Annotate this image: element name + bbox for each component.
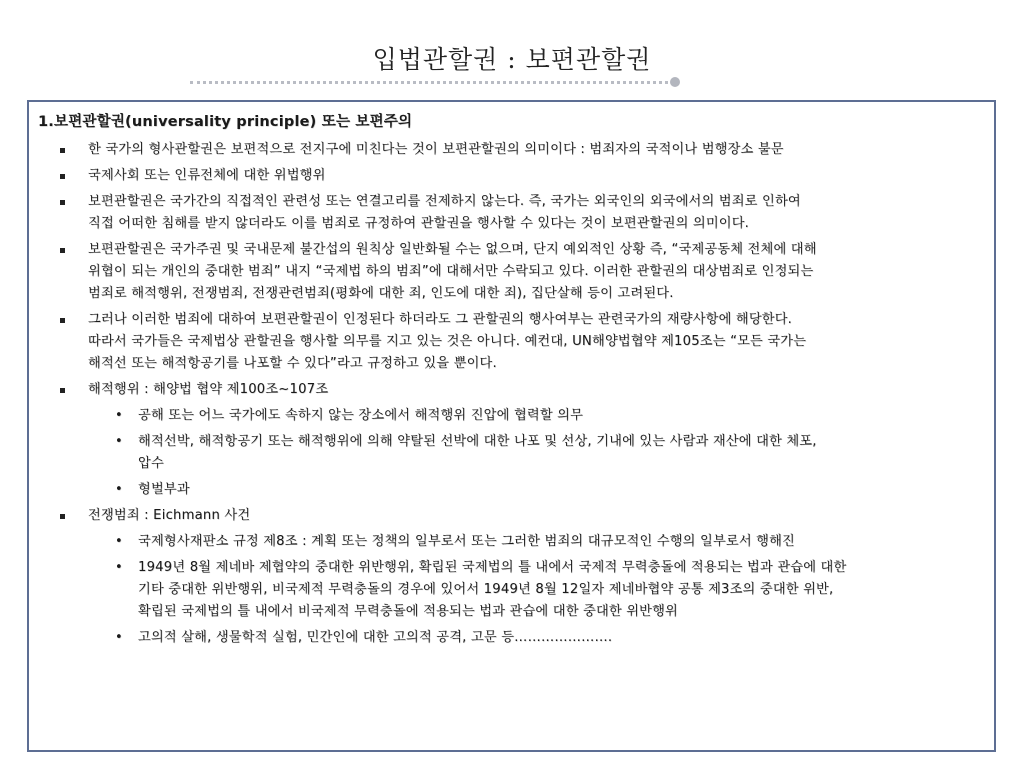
- section-heading: 1.보편관할권(universality principle) 또는 보편주의: [38, 114, 413, 130]
- bullet-item: [34, 239, 992, 305]
- slide-title: 입법관할권 : 보편관할권: [372, 45, 652, 74]
- sub-bullet-item: [34, 405, 992, 427]
- bullet-text-line: 범죄로 해적행위, 전쟁범죄, 전쟁관련범죄(평화에 대한 죄, 인도에 대한 죄), 집단살해 등이 고려된다.: [88, 286, 674, 301]
- bullet-text-line: 확립된 국제법의 틀 내에서 비국제적 무력충돌에 적용되는 법과 관습에 대한 중대한 위반행위: [138, 604, 678, 619]
- square-bullet-icon: [60, 174, 65, 179]
- bullet-text-line: 해적행위 : 해양법 협약 제100조~107조: [88, 382, 329, 397]
- bullet-text-line: 전쟁범죄 : Eichmann 사건: [88, 508, 251, 523]
- sub-bullet-item: [34, 431, 992, 475]
- bullet-text-line: 해적선박, 해적항공기 또는 해적행위에 의해 약탈된 선박에 대한 나포 및 선상, 기내에 있는 사람과 재산에 대한 체포,: [138, 434, 817, 449]
- bullet-text-line: 보편관할권은 국가간의 직접적인 관련성 또는 연결고리를 전제하지 않는다. 즉, 국가는 외국인의 외국에서의 범죄로 인하여: [88, 194, 801, 209]
- dot-bullet-icon: •: [115, 408, 123, 423]
- bullet-text-line: 보편관할권은 국가주권 및 국내문제 불간섭의 원칙상 일반화될 수는 없으며, 단지 예외적인 상황 즉, “국제공동체 전체에 대해: [88, 242, 817, 257]
- bullet-text-line: 국제사회 또는 인류전체에 대한 위법행위: [88, 168, 326, 183]
- bullet-item: [34, 165, 992, 187]
- bullet-text-line: 한 국가의 형사관할권은 보편적으로 전지구에 미친다는 것이 보편관할권의 의미이다 : 범죄자의 국적이나 범행장소 불문: [88, 142, 784, 157]
- bullet-item: [34, 379, 992, 401]
- dot-bullet-icon: •: [115, 630, 123, 645]
- bullet-text-line: 따라서 국가들은 국제법상 관할권을 행사할 의무를 지고 있는 것은 아니다. 예컨대, UN해양법협약 제105조는 “모든 국가는: [88, 334, 807, 349]
- sub-bullet-item: [34, 479, 992, 501]
- bullet-text-line: 형벌부과: [138, 482, 190, 497]
- title-dotted-rule: [190, 81, 674, 84]
- bullet-text-line: 기타 중대한 위반행위, 비국제적 무력충돌의 경우에 있어서 1949년 8월 12일자 제네바협약 공통 제3조의 중대한 위반,: [138, 582, 834, 597]
- dot-bullet-icon: •: [115, 482, 123, 497]
- sub-bullet-item: [34, 627, 992, 649]
- sub-bullet-item: [34, 531, 992, 553]
- bullet-text-line: 그러나 이러한 범죄에 대하여 보편관할권이 인정된다 하더라도 그 관할권의 행사여부는 관련국가의 재량사항에 해당한다.: [88, 312, 793, 327]
- dot-bullet-icon: •: [115, 560, 123, 575]
- title-rule-end-dot: [670, 77, 680, 87]
- bullet-text-line: 공해 또는 어느 국가에도 속하지 않는 장소에서 해적행위 진압에 협력할 의무: [138, 408, 584, 423]
- bullet-text-line: 압수: [138, 456, 164, 471]
- dot-bullet-icon: •: [115, 534, 123, 549]
- bullet-text-line: 위협이 되는 개인의 중대한 범죄” 내지 “국제법 하의 범죄”에 대해서만 수락되고 있다. 이러한 관할권의 대상범죄로 인정되는: [88, 264, 814, 279]
- bullet-text-line: 1949년 8월 제네바 제협약의 중대한 위반행위, 확립된 국제법의 틀 내에서 국제적 무력충돌에 적용되는 법과 관습에 대한: [138, 560, 847, 575]
- square-bullet-icon: [60, 318, 65, 323]
- sub-bullet-item: [34, 557, 992, 623]
- square-bullet-icon: [60, 148, 65, 153]
- bullet-text-line: 고의적 살해, 생물학적 실험, 민간인에 대한 고의적 공격, 고문 등………………….: [138, 630, 613, 645]
- bullet-text-line: 직접 어떠한 침해를 받지 않더라도 이를 범죄로 규정하여 관할권을 행사할 수 있다는 것이 보편관할권의 의미이다.: [88, 216, 750, 231]
- bullet-item: [34, 309, 992, 375]
- bullet-item: [34, 505, 992, 527]
- content-body: [34, 111, 992, 653]
- bullet-item: [34, 191, 992, 235]
- bullet-item: [34, 139, 992, 161]
- dot-bullet-icon: •: [115, 434, 123, 449]
- bullet-text-line: 국제형사재판소 규정 제8조 : 계획 또는 정책의 일부로서 또는 그러한 범죄의 대규모적인 수행의 일부로서 행해진: [138, 534, 795, 549]
- square-bullet-icon: [60, 514, 65, 519]
- square-bullet-icon: [60, 388, 65, 393]
- square-bullet-icon: [60, 200, 65, 205]
- square-bullet-icon: [60, 248, 65, 253]
- bullet-text-line: 해적선 또는 해적항공기를 나포할 수 있다”라고 규정하고 있을 뿐이다.: [88, 356, 497, 371]
- bullet-list: [34, 139, 992, 649]
